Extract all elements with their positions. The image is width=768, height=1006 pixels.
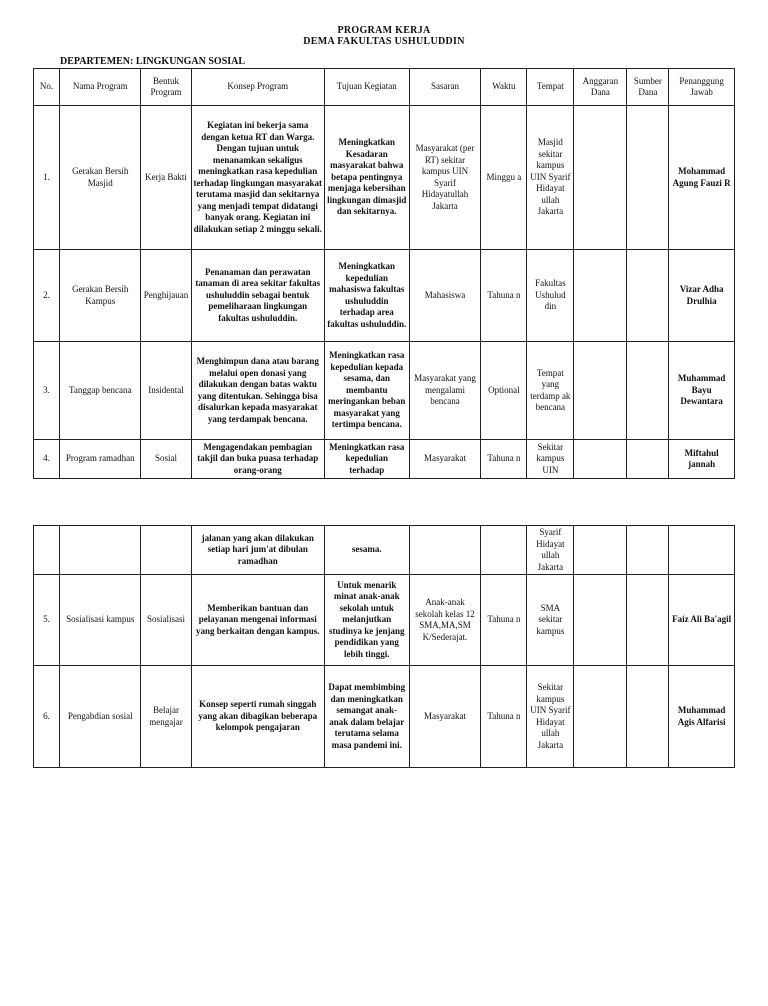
cell-pj: Faiz Ali Ba'agil <box>669 575 735 666</box>
col-header-waktu: Waktu <box>481 69 527 106</box>
cell-sumber <box>627 250 669 342</box>
cell-konsep: Penanaman dan perawatan tanaman di area sekitar fakultas ushuluddin sebagai bentuk pemeliharaan lingkungan fakultas ushuluddin. <box>191 250 325 342</box>
cell-no: 6. <box>34 666 60 768</box>
cell-no: 5. <box>34 575 60 666</box>
cell-pj: Mohammad Agung Fauzi R <box>669 106 735 250</box>
col-header-sasaran: Sasaran <box>409 69 481 106</box>
cell-tujuan: Dapat membimbing dan meningkatkan semangat anak-anak dalam belajar terutama selama masa pandemi ini. <box>325 666 409 768</box>
table-row <box>34 666 735 768</box>
cell-sasaran: Anak-anak sekolah kelas 12 SMA,MA,SM K/Sederajat. <box>409 575 481 666</box>
cell-tempat: Fakultas Ushulud din <box>527 250 574 342</box>
cell-bentuk: Sosial <box>141 440 191 479</box>
cell-tempat: Masjid sekitar kampus UIN Syarif Hidayat ullah Jakarta <box>527 106 574 250</box>
cell-sumber <box>627 440 669 479</box>
cell-nama: Sosialisasi kampus <box>60 575 141 666</box>
cell-waktu: Tahuna n <box>481 575 527 666</box>
cell-waktu <box>481 526 527 575</box>
table-row <box>34 250 735 342</box>
cell-nama: Tanggap bencana <box>60 342 141 440</box>
cell-pj: Miftahul jannah <box>669 440 735 479</box>
program-table-page-1 <box>33 68 735 479</box>
cell-sumber <box>627 666 669 768</box>
cell-konsep: Konsep seperti rumah singgah yang akan dibagikan beberapa kelompok pengajaran <box>191 666 325 768</box>
cell-waktu: Tahuna n <box>481 666 527 768</box>
cell-bentuk <box>141 526 191 575</box>
cell-tempat: SMA sekitar kampus <box>527 575 574 666</box>
cell-konsep: Kegiatan ini bekerja sama dengan ketua RT dan Warga. Dengan tujuan untuk menanamkan sekaligus meningkatkan rasa kepedulian terhadap lingkungan masyarakat terutama masjid dan sekitarnya yang menjadi tempat didatangi banyak orang. Kegiatan ini dilakukan setiap 2 minggu sekali. <box>191 106 325 250</box>
cell-tujuan: Untuk menarik minat anak-anak sekolah untuk melanjutkan studinya ke jenjang pendidikan yang lebih tinggi. <box>325 575 409 666</box>
program-table-page-2 <box>33 525 735 768</box>
cell-tujuan: Meningkatkan rasa kepedulian terhadap <box>325 440 409 479</box>
cell-tujuan: Meningkatkan rasa kepedulian kepada sesama, dan membantu meringankan beban masyarakat yang tertimpa bencana. <box>325 342 409 440</box>
cell-sasaran: Masyarakat yang mengalami bencana <box>409 342 481 440</box>
cell-konsep: jalanan yang akan dilakukan setiap hari jum'at dibulan ramadhan <box>191 526 325 575</box>
cell-sasaran: Masyarakat <box>409 440 481 479</box>
cell-konsep: Mengagendakan pembagian takjil dan buka puasa terhadap orang-orang <box>191 440 325 479</box>
cell-anggaran <box>574 106 627 250</box>
cell-tempat: Tempat yang terdamp ak bencana <box>527 342 574 440</box>
cell-bentuk: Insidental <box>141 342 191 440</box>
cell-waktu: Optional <box>481 342 527 440</box>
cell-pj: Muhammad Agis Alfarisi <box>669 666 735 768</box>
table-row <box>34 440 735 479</box>
table-row <box>34 342 735 440</box>
cell-sumber <box>627 342 669 440</box>
cell-no: 3. <box>34 342 60 440</box>
cell-nama: Program ramadhan <box>60 440 141 479</box>
cell-waktu: Tahuna n <box>481 440 527 479</box>
col-header-nama: Nama Program <box>60 69 141 106</box>
col-header-tempat: Tempat <box>527 69 574 106</box>
cell-waktu: Tahuna n <box>481 250 527 342</box>
cell-sasaran <box>409 526 481 575</box>
cell-tempat: Sekitar kampus UIN <box>527 440 574 479</box>
cell-konsep: Memberikan bantuan dan pelayanan mengenai informasi yang berkaitan dengan kampus. <box>191 575 325 666</box>
cell-no <box>34 526 60 575</box>
cell-anggaran <box>574 575 627 666</box>
cell-tujuan: sesama. <box>325 526 409 575</box>
cell-bentuk: Belajar mengajar <box>141 666 191 768</box>
cell-nama: Gerakan Bersih Kampus <box>60 250 141 342</box>
cell-sumber <box>627 526 669 575</box>
department-label: DEPARTEMEN: LINGKUNGAN SOSIAL <box>60 56 246 67</box>
col-header-sumber: Sumber Dana <box>627 69 669 106</box>
col-header-bentuk: Bentuk Program <box>141 69 191 106</box>
cell-anggaran <box>574 250 627 342</box>
cell-tujuan: Meningkatkan Kesadaran masyarakat bahwa betapa pentingnya menjaga kebersihan lingkungan dimasjid dan sekitarnya. <box>325 106 409 250</box>
col-header-no: No. <box>34 69 60 106</box>
cell-nama <box>60 526 141 575</box>
cell-nama: Gerakan Bersih Masjid <box>60 106 141 250</box>
document-title: PROGRAM KERJA <box>337 25 431 36</box>
cell-bentuk: Sosialisasi <box>141 575 191 666</box>
cell-no: 1. <box>34 106 60 250</box>
col-header-anggaran: Anggaran Dana <box>574 69 627 106</box>
cell-sumber <box>627 575 669 666</box>
cell-sasaran: Masyarakat (per RT) sekitar kampus UIN Syarif Hidayatullah Jakarta <box>409 106 481 250</box>
cell-sasaran: Masyarakat <box>409 666 481 768</box>
cell-bentuk: Kerja Bakti <box>141 106 191 250</box>
cell-nama: Pengabdian sosial <box>60 666 141 768</box>
cell-waktu: Minggu a <box>481 106 527 250</box>
cell-no: 4. <box>34 440 60 479</box>
cell-pj <box>669 526 735 575</box>
col-header-pj: Penanggung Jawab <box>669 69 735 106</box>
cell-anggaran <box>574 342 627 440</box>
col-header-konsep: Konsep Program <box>191 69 325 106</box>
cell-sumber <box>627 106 669 250</box>
cell-tempat: Syarif Hidayat ullah Jakarta <box>527 526 574 575</box>
cell-anggaran <box>574 666 627 768</box>
col-header-tujuan: Tujuan Kegiatan <box>325 69 409 106</box>
cell-tempat: Sekitar kampus UIN Syarif Hidayat ullah Jakarta <box>527 666 574 768</box>
cell-no: 2. <box>34 250 60 342</box>
table-row <box>34 575 735 666</box>
cell-konsep: Menghimpun dana atau barang melalui open donasi yang dilakukan dengan batas waktu yang ditentukan. Sehingga bisa disalurkan kepada masyarakat yang terdampak bencana. <box>191 342 325 440</box>
cell-anggaran <box>574 440 627 479</box>
table-row <box>34 526 735 575</box>
cell-bentuk: Penghijauan <box>141 250 191 342</box>
cell-pj: Vizar Adha Drulhia <box>669 250 735 342</box>
table-row <box>34 106 735 250</box>
cell-pj: Muhammad Bayu Dewantara <box>669 342 735 440</box>
cell-sasaran: Mahasiswa <box>409 250 481 342</box>
cell-anggaran <box>574 526 627 575</box>
cell-tujuan: Meningkatkan kepedulian mahasiswa fakultas ushuluddin terhadap area fakultas ushuluddin. <box>325 250 409 342</box>
document-subtitle: DEMA FAKULTAS USHULUDDIN <box>303 36 465 47</box>
table-header-row <box>34 69 735 106</box>
